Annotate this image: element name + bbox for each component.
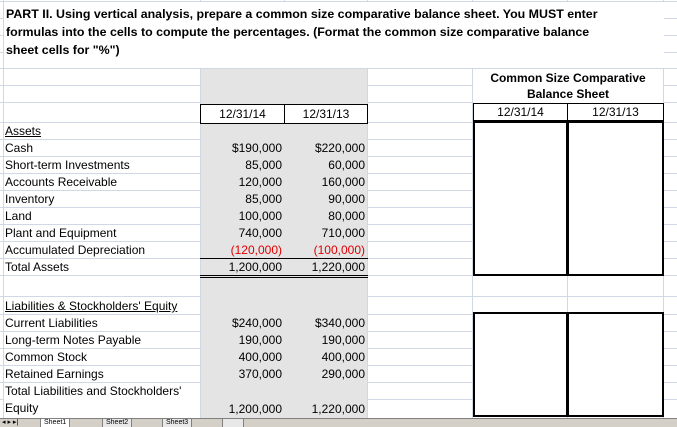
liability-value-2013[interactable]: 190,000 (321, 333, 365, 347)
common-size-assets-2013[interactable] (567, 121, 664, 276)
assets-heading: Assets (5, 124, 42, 138)
liability-value-2013[interactable]: 400,000 (321, 350, 365, 364)
total-liabilities-2014[interactable]: 1,200,000 (228, 402, 282, 416)
asset-value-2013[interactable]: (100,000) (313, 243, 365, 257)
asset-value-2014[interactable]: (120,000) (230, 243, 282, 257)
liability-value-2013[interactable]: $340,000 (314, 316, 365, 330)
asset-value-2013[interactable]: 80,000 (328, 209, 365, 223)
common-header-date-2013[interactable]: 12/31/13 (567, 103, 664, 121)
header-date-2014[interactable]: 12/31/14 (200, 104, 285, 124)
asset-value-2014[interactable]: 85,000 (245, 158, 282, 172)
sheet-tab-3[interactable]: Sheet3 (162, 419, 192, 427)
asset-label: Accounts Receivable (5, 175, 118, 189)
common-header-date-2014[interactable]: 12/31/14 (473, 103, 568, 121)
common-size-subtitle: Balance Sheet (526, 87, 610, 101)
asset-label: Plant and Equipment (5, 226, 117, 240)
asset-value-2013[interactable]: $220,000 (314, 141, 365, 155)
liability-label: Retained Earnings (5, 367, 104, 381)
total-liabilities-label-cont: Equity (5, 401, 39, 415)
instructions-line-2: formulas into the cells to compute the percentages. (Format the common size comparative balance (6, 25, 590, 39)
common-size-assets-2014[interactable] (473, 121, 568, 276)
total-liabilities-label: Total Liabilities and Stockholders' (5, 384, 182, 398)
common-size-liabilities-2014[interactable] (473, 312, 568, 417)
common-size-liabilities-2013[interactable] (567, 312, 664, 417)
asset-label: Cash (5, 141, 34, 155)
tab-scroll-arrows-icon[interactable]: ◂ ▸ ▸| (2, 419, 19, 426)
asset-value-2013[interactable]: 160,000 (321, 175, 365, 189)
instructions-line-3: sheet cells for "%") (6, 43, 120, 57)
total-assets-label: Total Assets (5, 260, 70, 274)
total-liabilities-2013[interactable]: 1,220,000 (311, 402, 365, 416)
liability-value-2014[interactable]: 370,000 (238, 367, 282, 381)
asset-value-2013[interactable]: 90,000 (328, 192, 365, 206)
header-date-2013[interactable]: 12/31/13 (284, 104, 368, 124)
asset-value-2014[interactable]: 120,000 (238, 175, 282, 189)
total-assets-2013[interactable]: 1,220,000 (311, 260, 365, 274)
asset-label: Inventory (5, 192, 55, 206)
asset-value-2014[interactable]: 85,000 (245, 192, 282, 206)
total-assets-2014[interactable]: 1,200,000 (228, 260, 282, 274)
sheet-tab-1[interactable]: Sheet1 (40, 419, 70, 427)
liabilities-heading: Liabilities & Stockholders' Equity (5, 299, 178, 313)
sheet-tab-2[interactable]: Sheet2 (102, 419, 132, 427)
common-size-title: Common Size Comparative (490, 71, 646, 85)
asset-value-2013[interactable]: 710,000 (321, 226, 365, 240)
liability-value-2014[interactable]: 190,000 (238, 333, 282, 347)
asset-label: Accumulated Depreciation (5, 243, 146, 257)
asset-value-2014[interactable]: 100,000 (238, 209, 282, 223)
asset-label: Land (5, 209, 32, 223)
asset-value-2014[interactable]: 740,000 (238, 226, 282, 240)
liability-label: Long-term Notes Payable (5, 333, 142, 347)
liability-value-2014[interactable]: $240,000 (231, 316, 282, 330)
liability-value-2013[interactable]: 290,000 (321, 367, 365, 381)
liability-value-2014[interactable]: 400,000 (238, 350, 282, 364)
instructions-line-1: PART II. Using vertical analysis, prepare a common size comparative balance sheet. You MUST enter (6, 7, 598, 21)
asset-value-2014[interactable]: $190,000 (231, 141, 282, 155)
asset-value-2013[interactable]: 60,000 (328, 158, 365, 172)
liability-label: Common Stock (5, 350, 88, 364)
asset-label: Short-term Investments (5, 158, 130, 172)
liability-label: Current Liabilities (5, 316, 98, 330)
